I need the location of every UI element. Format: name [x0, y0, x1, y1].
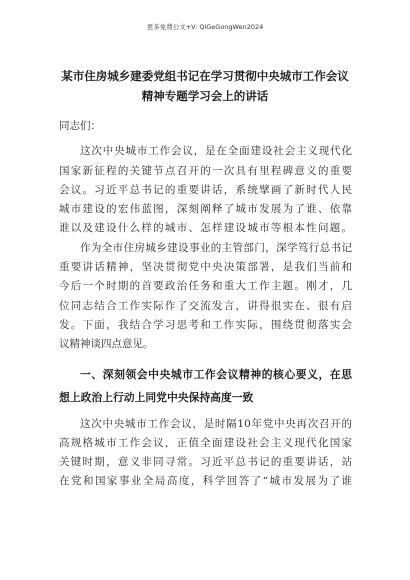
- title-line: 某市住房城乡建委党组书记在学习贯彻中央城市工作会议: [61, 69, 349, 83]
- document-body: [59, 117, 352, 492]
- paragraph-line: 议精神谈四点意见。: [59, 338, 154, 351]
- header-note: 更多免费公文+V: QiGeGongWen2024: [146, 23, 264, 31]
- paragraph-line: 国家新征程的关键节点召开的一次具有里程碑意义的重要: [59, 164, 352, 177]
- paragraph-line: 今后一个时期的首要政治任务和重大工作主题。刚才，几: [59, 280, 352, 293]
- document-title: [44, 66, 366, 106]
- heading-line: 一、深刻领会中央城市工作会议精神的核心要义，在思: [80, 367, 352, 381]
- paragraph-line: 这次中央城市工作会议，是时隔10年党中央再次召开的: [80, 417, 352, 430]
- paragraph-line: 谁以及建设什么样的城市、怎样建设城市等根本性问题。: [59, 222, 352, 235]
- paragraph-3: [59, 415, 352, 492]
- paragraph-line: 会议。习近平总书记的重要讲话，系统擘画了新时代人民: [59, 183, 352, 196]
- paragraph-line: 在党和国家事业全局高度，科学回答了“城市发展为了谁: [59, 475, 352, 488]
- paragraph-line: 位同志结合工作实际作了交流发言，讲得很实在、很有启: [59, 299, 352, 312]
- paragraph-line: 发。下面，我结合学习思考和工作实际，围绕贯彻落实会: [59, 318, 352, 331]
- paragraph-2: [59, 239, 352, 355]
- paragraph-line: 高规格城市工作会议，正值全面建设社会主义现代化国家: [59, 436, 352, 449]
- paragraph-line: 这次中央城市工作会议，是在全面建设社会主义现代化: [80, 145, 352, 158]
- paragraph-line: 作为全市住房城乡建设事业的主管部门，深学笃行总书记: [80, 241, 352, 254]
- paragraph-line: 重要讲话精神，坚决贯彻党中央决策部署，是我们当前和: [59, 261, 352, 274]
- paragraph-1: [59, 142, 352, 238]
- title-line: 精神专题学习会上的讲话: [141, 89, 269, 103]
- paragraph-line: 关键时期，意义非同寻常。习近平总书记的重要讲话，站: [59, 456, 352, 469]
- salutation: 同志们：: [59, 120, 101, 132]
- heading-line: 想上政治上行动上同党中央保持高度一致: [59, 390, 254, 404]
- paragraph-line: 城市建设的宏伟蓝图，深刻阐释了城市发展为了谁、依靠: [59, 203, 352, 216]
- section-heading-1: [59, 363, 352, 409]
